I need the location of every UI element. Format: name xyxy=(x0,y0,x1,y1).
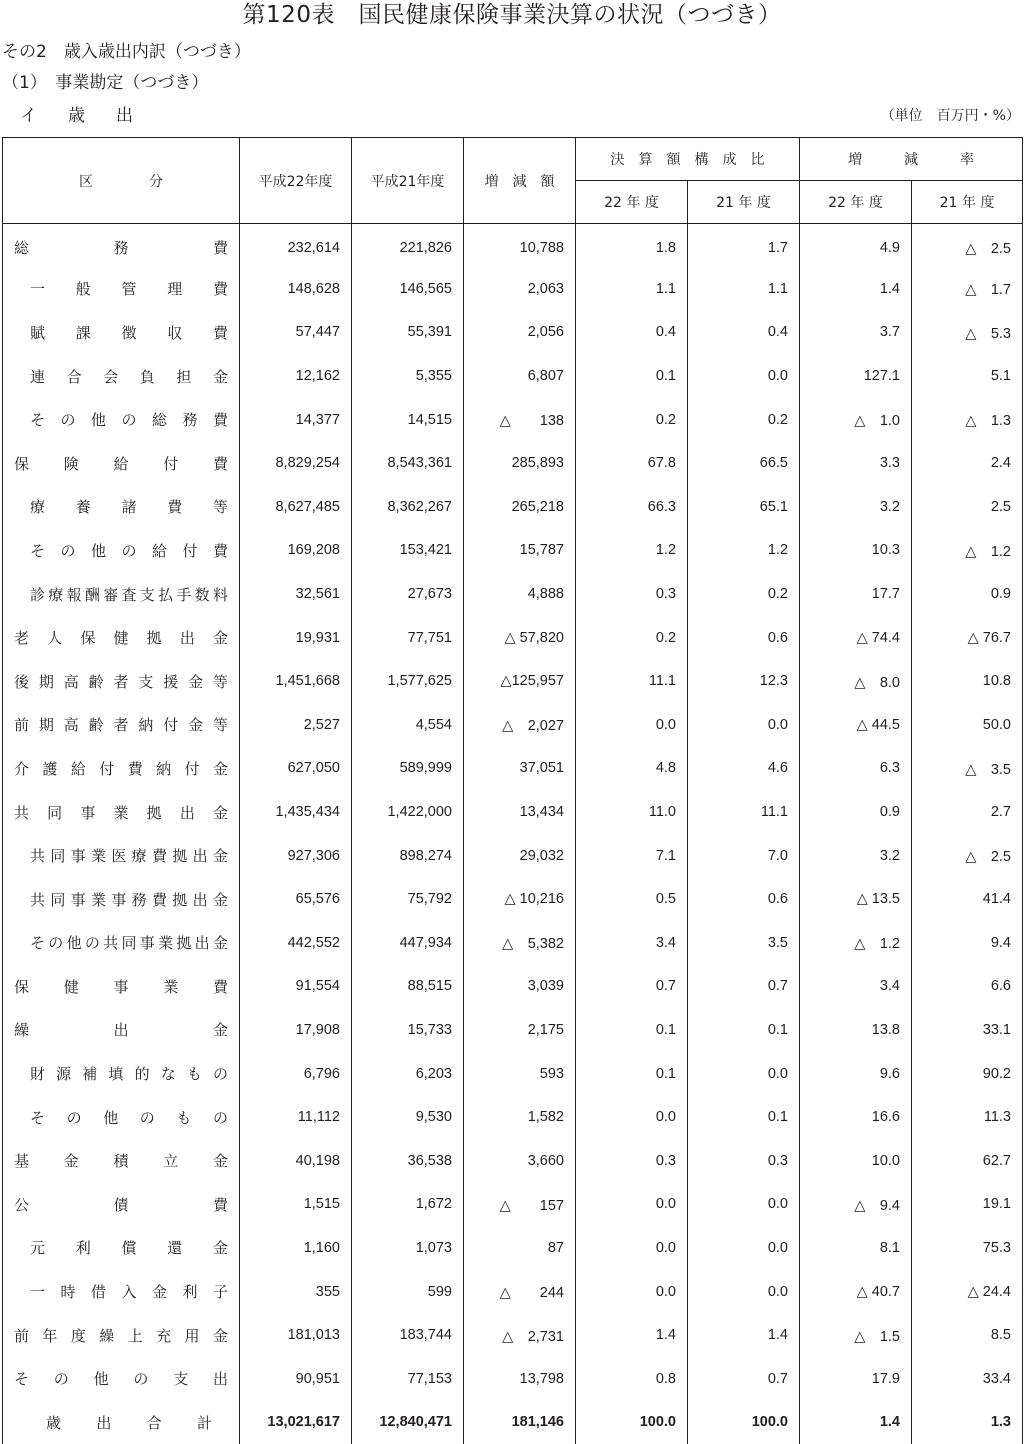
table-row xyxy=(3,485,1023,529)
ratio-22: 0.8 xyxy=(576,1357,688,1401)
ratio-21: 1.2 xyxy=(688,529,800,573)
rate-21: 41.4 xyxy=(912,877,1023,921)
ratio-22: 1.8 xyxy=(576,224,688,268)
change-value: 181,146 xyxy=(464,1401,576,1444)
ratio-22: 1.1 xyxy=(576,267,688,311)
row-label: 前年度繰上充用金 xyxy=(3,1313,240,1357)
fy21-value: 77,751 xyxy=(352,616,464,660)
ratio-21: 11.1 xyxy=(688,790,800,834)
table-row xyxy=(3,703,1023,747)
ratio-22: 0.1 xyxy=(576,1052,688,1096)
rate-21: △ 76.7 xyxy=(912,616,1023,660)
row-label: 一時借入金利子 xyxy=(3,1270,240,1314)
rate-21: 6.6 xyxy=(912,965,1023,1009)
rate-22: 17.9 xyxy=(800,1357,912,1401)
change-value: 37,051 xyxy=(464,747,576,791)
subtitle-section: その2 歳入歳出内訳（つづき） xyxy=(2,42,251,62)
rate-22: 10.0 xyxy=(800,1139,912,1183)
ratio-22: 11.1 xyxy=(576,659,688,703)
subtitle-subsection: （1） 事業勘定（つづき） xyxy=(2,73,209,93)
ratio-21: 0.7 xyxy=(688,1357,800,1401)
ratio-21: 0.0 xyxy=(688,354,800,398)
fy21-value: 1,073 xyxy=(352,1226,464,1270)
ratio-21: 65.1 xyxy=(688,485,800,529)
fy22-value: 32,561 xyxy=(240,572,352,616)
header-fy21: 平成21年度 xyxy=(352,138,464,224)
fy22-value: 355 xyxy=(240,1270,352,1314)
table-row xyxy=(3,1139,1023,1183)
table-row xyxy=(3,616,1023,660)
ratio-22: 1.2 xyxy=(576,529,688,573)
ratio-22: 3.4 xyxy=(576,921,688,965)
ratio-21: 1.7 xyxy=(688,224,800,268)
fy21-value: 153,421 xyxy=(352,529,464,573)
header-fy22: 平成22年度 xyxy=(240,138,352,224)
fy21-value: 8,362,267 xyxy=(352,485,464,529)
table-row xyxy=(3,1008,1023,1052)
header-rate-22: 22 年 度 xyxy=(800,181,912,224)
fy21-value: 183,744 xyxy=(352,1313,464,1357)
rate-22: 0.9 xyxy=(800,790,912,834)
fy22-value: 148,628 xyxy=(240,267,352,311)
fy22-value: 181,013 xyxy=(240,1313,352,1357)
change-value: △ 57,820 xyxy=(464,616,576,660)
ratio-21: 0.0 xyxy=(688,1226,800,1270)
rate-21: 90.2 xyxy=(912,1052,1023,1096)
fy22-value: 1,435,434 xyxy=(240,790,352,834)
section-word-2: 出 xyxy=(116,106,133,126)
rate-22: 10.3 xyxy=(800,529,912,573)
fy21-value: 77,153 xyxy=(352,1357,464,1401)
fy21-value: 6,203 xyxy=(352,1052,464,1096)
fy21-value: 1,577,625 xyxy=(352,659,464,703)
fy22-value: 232,614 xyxy=(240,224,352,268)
table-row xyxy=(3,1270,1023,1314)
fy22-value: 12,162 xyxy=(240,354,352,398)
header-ratio-21: 21 年 度 xyxy=(688,181,800,224)
rate-21: 10.8 xyxy=(912,659,1023,703)
fy22-value: 11,112 xyxy=(240,1095,352,1139)
row-label: 療養諸費等 xyxy=(3,485,240,529)
change-value: 3,660 xyxy=(464,1139,576,1183)
change-value: △ 138 xyxy=(464,398,576,442)
section-mark: イ xyxy=(20,106,37,126)
row-label: 老人保健拠出金 xyxy=(3,616,240,660)
ratio-21: 0.6 xyxy=(688,877,800,921)
ratio-21: 100.0 xyxy=(688,1401,800,1444)
row-label: 保険給付費 xyxy=(3,441,240,485)
fy21-value: 1,422,000 xyxy=(352,790,464,834)
rate-21: 5.1 xyxy=(912,354,1023,398)
fy22-value: 1,160 xyxy=(240,1226,352,1270)
row-label: 保健事業費 xyxy=(3,965,240,1009)
fy21-value: 599 xyxy=(352,1270,464,1314)
change-value: △ 157 xyxy=(464,1183,576,1227)
change-value: 2,175 xyxy=(464,1008,576,1052)
fy22-value: 65,576 xyxy=(240,877,352,921)
row-label: その他の共同事業拠出金 xyxy=(3,921,240,965)
rate-21: △ 5.3 xyxy=(912,311,1023,355)
ratio-22: 0.0 xyxy=(576,1095,688,1139)
fy22-value: 8,829,254 xyxy=(240,441,352,485)
fy22-value: 91,554 xyxy=(240,965,352,1009)
fy22-value: 8,627,485 xyxy=(240,485,352,529)
fy22-value: 14,377 xyxy=(240,398,352,442)
rate-21: 2.7 xyxy=(912,790,1023,834)
fy22-value: 442,552 xyxy=(240,921,352,965)
table-row xyxy=(3,877,1023,921)
fy22-value: 927,306 xyxy=(240,834,352,878)
ratio-22: 0.7 xyxy=(576,965,688,1009)
change-value: △ 5,382 xyxy=(464,921,576,965)
change-value: 10,788 xyxy=(464,224,576,268)
rate-22: △ 44.5 xyxy=(800,703,912,747)
fy21-value: 5,355 xyxy=(352,354,464,398)
ratio-21: 0.2 xyxy=(688,572,800,616)
table-row xyxy=(3,311,1023,355)
change-value: 285,893 xyxy=(464,441,576,485)
fy21-value: 88,515 xyxy=(352,965,464,1009)
change-value: 87 xyxy=(464,1226,576,1270)
ratio-21: 1.1 xyxy=(688,267,800,311)
row-label: 財源補填的なもの xyxy=(3,1052,240,1096)
table-row xyxy=(3,659,1023,703)
rate-22: 1.4 xyxy=(800,1401,912,1444)
section-word-1: 歳 xyxy=(68,106,85,126)
rate-21: △ 2.5 xyxy=(912,834,1023,878)
fy21-value: 447,934 xyxy=(352,921,464,965)
rate-22: 1.4 xyxy=(800,267,912,311)
ratio-21: 3.5 xyxy=(688,921,800,965)
change-value: △ 2,731 xyxy=(464,1313,576,1357)
change-value: 13,434 xyxy=(464,790,576,834)
fy21-value: 9,530 xyxy=(352,1095,464,1139)
row-label: その他の総務費 xyxy=(3,398,240,442)
change-value: 29,032 xyxy=(464,834,576,878)
rate-22: 13.8 xyxy=(800,1008,912,1052)
fy21-value: 55,391 xyxy=(352,311,464,355)
ratio-21: 0.1 xyxy=(688,1095,800,1139)
fy22-value: 13,021,617 xyxy=(240,1401,352,1444)
ratio-21: 0.2 xyxy=(688,398,800,442)
rate-22: 3.4 xyxy=(800,965,912,1009)
expenditure-table xyxy=(2,137,1023,1444)
fy21-value: 15,733 xyxy=(352,1008,464,1052)
ratio-21: 0.4 xyxy=(688,311,800,355)
fy21-value: 146,565 xyxy=(352,267,464,311)
fy21-value: 221,826 xyxy=(352,224,464,268)
fy22-value: 169,208 xyxy=(240,529,352,573)
change-value: 4,888 xyxy=(464,572,576,616)
change-value: △ 244 xyxy=(464,1270,576,1314)
row-label: 元利償還金 xyxy=(3,1226,240,1270)
row-label: 介護給付費納付金 xyxy=(3,747,240,791)
fy22-value: 2,527 xyxy=(240,703,352,747)
fy21-value: 14,515 xyxy=(352,398,464,442)
rate-21: △ 1.7 xyxy=(912,267,1023,311)
ratio-22: 1.4 xyxy=(576,1313,688,1357)
fy21-value: 589,999 xyxy=(352,747,464,791)
table-row xyxy=(3,1357,1023,1401)
fy21-value: 27,673 xyxy=(352,572,464,616)
rate-21: 19.1 xyxy=(912,1183,1023,1227)
row-label: 後期高齢者支援金等 xyxy=(3,659,240,703)
fy22-value: 6,796 xyxy=(240,1052,352,1096)
rate-22: 9.6 xyxy=(800,1052,912,1096)
ratio-21: 0.0 xyxy=(688,1052,800,1096)
table-row xyxy=(3,790,1023,834)
row-label: 公債費 xyxy=(3,1183,240,1227)
header-change: 増 減 額 xyxy=(464,138,576,224)
rate-21: 50.0 xyxy=(912,703,1023,747)
table-row xyxy=(3,529,1023,573)
rate-22: 16.6 xyxy=(800,1095,912,1139)
ratio-21: 12.3 xyxy=(688,659,800,703)
rate-21: △ 1.2 xyxy=(912,529,1023,573)
change-value: 2,063 xyxy=(464,267,576,311)
rate-22: △ 8.0 xyxy=(800,659,912,703)
fy21-value: 12,840,471 xyxy=(352,1401,464,1444)
ratio-22: 100.0 xyxy=(576,1401,688,1444)
rate-22: △ 40.7 xyxy=(800,1270,912,1314)
rate-22: △ 74.4 xyxy=(800,616,912,660)
fy21-value: 75,792 xyxy=(352,877,464,921)
fy21-value: 4,554 xyxy=(352,703,464,747)
ratio-22: 66.3 xyxy=(576,485,688,529)
rate-22: 8.1 xyxy=(800,1226,912,1270)
ratio-22: 7.1 xyxy=(576,834,688,878)
fy21-value: 898,274 xyxy=(352,834,464,878)
ratio-21: 0.0 xyxy=(688,1183,800,1227)
row-label: 繰出金 xyxy=(3,1008,240,1052)
fy22-value: 90,951 xyxy=(240,1357,352,1401)
rate-21: △ 24.4 xyxy=(912,1270,1023,1314)
ratio-22: 0.0 xyxy=(576,703,688,747)
table-row xyxy=(3,224,1023,268)
table-row xyxy=(3,1183,1023,1227)
ratio-22: 0.1 xyxy=(576,354,688,398)
table-title: 第120表 国民健康保険事業決算の状況（つづき） xyxy=(242,2,782,28)
row-label: その他の給付費 xyxy=(3,529,240,573)
ratio-22: 11.0 xyxy=(576,790,688,834)
table-row xyxy=(3,1226,1023,1270)
header-category: 区 分 xyxy=(3,138,240,224)
change-value: △125,957 xyxy=(464,659,576,703)
rate-22: △ 9.4 xyxy=(800,1183,912,1227)
change-value: 13,798 xyxy=(464,1357,576,1401)
rate-22: 4.9 xyxy=(800,224,912,268)
ratio-22: 0.2 xyxy=(576,398,688,442)
ratio-21: 1.4 xyxy=(688,1313,800,1357)
rate-21: 62.7 xyxy=(912,1139,1023,1183)
ratio-22: 0.3 xyxy=(576,1139,688,1183)
rate-21: 2.5 xyxy=(912,485,1023,529)
row-label: 連合会負担金 xyxy=(3,354,240,398)
header-growth-rate: 増 減 率 xyxy=(800,138,1023,181)
fy21-value: 36,538 xyxy=(352,1139,464,1183)
rate-21: 1.3 xyxy=(912,1401,1023,1444)
ratio-22: 0.3 xyxy=(576,572,688,616)
rate-22: △ 1.0 xyxy=(800,398,912,442)
row-label: 一般管理費 xyxy=(3,267,240,311)
table-body xyxy=(3,224,1023,1444)
ratio-22: 0.0 xyxy=(576,1270,688,1314)
change-value: 265,218 xyxy=(464,485,576,529)
table-row xyxy=(3,398,1023,442)
ratio-21: 0.0 xyxy=(688,1270,800,1314)
row-label: 共同事業事務費拠出金 xyxy=(3,877,240,921)
rate-22: 3.3 xyxy=(800,441,912,485)
table-row xyxy=(3,1052,1023,1096)
ratio-21: 4.6 xyxy=(688,747,800,791)
table-row xyxy=(3,965,1023,1009)
table-row xyxy=(3,572,1023,616)
total-row xyxy=(3,1401,1023,1444)
rate-22: 3.7 xyxy=(800,311,912,355)
row-label: 歳出合計 xyxy=(3,1401,240,1444)
fy22-value: 1,515 xyxy=(240,1183,352,1227)
rate-21: 8.5 xyxy=(912,1313,1023,1357)
fy22-value: 17,908 xyxy=(240,1008,352,1052)
table-row xyxy=(3,921,1023,965)
rate-21: △ 1.3 xyxy=(912,398,1023,442)
ratio-21: 66.5 xyxy=(688,441,800,485)
rate-22: 3.2 xyxy=(800,834,912,878)
rate-22: 6.3 xyxy=(800,747,912,791)
rate-21: 9.4 xyxy=(912,921,1023,965)
unit-note: （単位 百万円・%） xyxy=(880,108,1020,124)
fy21-value: 1,672 xyxy=(352,1183,464,1227)
row-label: 診療報酬審査支払手数料 xyxy=(3,572,240,616)
rate-21: 75.3 xyxy=(912,1226,1023,1270)
ratio-22: 0.1 xyxy=(576,1008,688,1052)
row-label: その他の支出 xyxy=(3,1357,240,1401)
row-label: 共同事業拠出金 xyxy=(3,790,240,834)
change-value: 6,807 xyxy=(464,354,576,398)
table-row xyxy=(3,354,1023,398)
rate-21: 33.4 xyxy=(912,1357,1023,1401)
ratio-22: 0.2 xyxy=(576,616,688,660)
rate-21: 11.3 xyxy=(912,1095,1023,1139)
fy22-value: 627,050 xyxy=(240,747,352,791)
ratio-21: 0.0 xyxy=(688,703,800,747)
rate-22: △ 13.5 xyxy=(800,877,912,921)
ratio-21: 0.3 xyxy=(688,1139,800,1183)
ratio-22: 0.5 xyxy=(576,877,688,921)
ratio-22: 4.8 xyxy=(576,747,688,791)
ratio-22: 0.0 xyxy=(576,1183,688,1227)
ratio-21: 7.0 xyxy=(688,834,800,878)
table-row xyxy=(3,267,1023,311)
fy22-value: 57,447 xyxy=(240,311,352,355)
rate-21: 2.4 xyxy=(912,441,1023,485)
rate-22: △ 1.2 xyxy=(800,921,912,965)
row-label: 総務費 xyxy=(3,224,240,268)
rate-21: △ 2.5 xyxy=(912,224,1023,268)
section-label xyxy=(20,105,164,127)
rate-22: △ 1.5 xyxy=(800,1313,912,1357)
row-label: 前期高齢者納付金等 xyxy=(3,703,240,747)
fy22-value: 1,451,668 xyxy=(240,659,352,703)
header-composition-ratio: 決 算 額 構 成 比 xyxy=(576,138,800,181)
change-value: 2,056 xyxy=(464,311,576,355)
ratio-22: 0.4 xyxy=(576,311,688,355)
table-row xyxy=(3,441,1023,485)
rate-22: 3.2 xyxy=(800,485,912,529)
table-row xyxy=(3,834,1023,878)
ratio-21: 0.7 xyxy=(688,965,800,1009)
table-row xyxy=(3,1313,1023,1357)
rate-22: 17.7 xyxy=(800,572,912,616)
change-value: 1,582 xyxy=(464,1095,576,1139)
table-row xyxy=(3,747,1023,791)
rate-22: 127.1 xyxy=(800,354,912,398)
fy21-value: 8,543,361 xyxy=(352,441,464,485)
ratio-22: 67.8 xyxy=(576,441,688,485)
fy22-value: 19,931 xyxy=(240,616,352,660)
ratio-22: 0.0 xyxy=(576,1226,688,1270)
header-rate-21: 21 年 度 xyxy=(912,181,1023,224)
change-value: △ 10,216 xyxy=(464,877,576,921)
table-row xyxy=(3,1095,1023,1139)
ratio-21: 0.1 xyxy=(688,1008,800,1052)
fy22-value: 40,198 xyxy=(240,1139,352,1183)
header-ratio-22: 22 年 度 xyxy=(576,181,688,224)
change-value: 593 xyxy=(464,1052,576,1096)
row-label: 賦課徴収費 xyxy=(3,311,240,355)
change-value: 15,787 xyxy=(464,529,576,573)
rate-21: 0.9 xyxy=(912,572,1023,616)
change-value: △ 2,027 xyxy=(464,703,576,747)
change-value: 3,039 xyxy=(464,965,576,1009)
rate-21: 33.1 xyxy=(912,1008,1023,1052)
row-label: その他のもの xyxy=(3,1095,240,1139)
row-label: 共同事業医療費拠出金 xyxy=(3,834,240,878)
rate-21: △ 3.5 xyxy=(912,747,1023,791)
ratio-21: 0.6 xyxy=(688,616,800,660)
row-label: 基金積立金 xyxy=(3,1139,240,1183)
